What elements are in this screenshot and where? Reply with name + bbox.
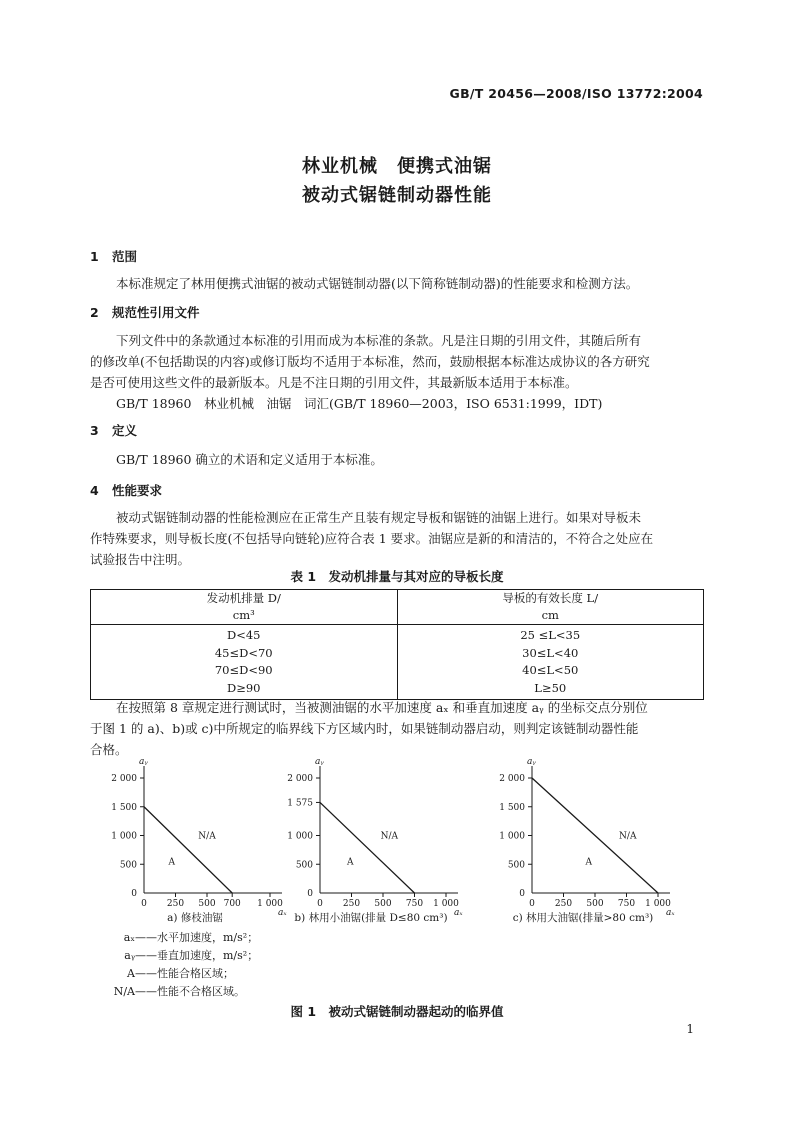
reference-line: GB/T 18960 林业机械 油锯 词汇(GB/T 18960—2003，ISO 6531:1999，IDT) [116,396,603,411]
legend-desc: ——水平加速度，m/s²； [135,931,259,944]
y-axis-label: aᵧ [315,758,324,767]
table-header-cell [397,590,704,625]
legend-item [80,983,258,1001]
x-tick-label: 250 [554,899,573,909]
paragraph-line: 试验报告中注明。 [90,552,191,567]
chart-title: b) 林用小油锯(排量 D≤80 cm³) [294,912,448,924]
legend-item [80,929,258,947]
paragraph-line: 在按照第 8 章规定进行测试时，当被测油锯的水平加速度 aₓ 和垂直加速度 aᵧ 的坐标交点分别位 [116,700,648,715]
cell-value: 70≤D<90 [214,663,273,677]
legend-item [80,965,258,983]
x-tick-label: 1 000 [433,899,459,909]
paragraph-line: 合格。 [90,742,128,757]
y-tick-label: 1 000 [287,831,313,842]
title-line-2: 被动式锯链制动器性能 [302,185,492,206]
section-1-body [90,273,704,294]
paragraph-line: 本标准规定了林用便携式油锯的被动式锯链制动器(以下简称链制动器)的性能要求和检测方法。 [116,276,639,291]
x-tick-label: 500 [586,899,604,909]
y-tick-label: 1 500 [499,802,525,813]
header-text: 导板的有效长度 L/ [502,591,599,605]
section-1-heading [90,247,137,265]
x-tick-label: 250 [342,899,361,909]
y-tick-label: 1 500 [111,802,137,813]
region-label: N/A [619,831,637,842]
y-tick-label: 0 [519,889,525,899]
section-3-heading [90,421,137,439]
chart-b-small-forest-saw [276,758,466,928]
x-tick-label: 750 [405,899,424,909]
critical-line [320,802,415,893]
section-title: 范围 [112,249,138,264]
y-tick-label: 500 [507,860,525,871]
x-tick-label: 0 [141,899,147,909]
x-tick-label: 250 [166,899,185,909]
cell-value: D≥90 [227,680,261,695]
y-axis-label: aᵧ [139,758,148,767]
figure-caption: 图 1 被动式锯链制动器起动的临界值 [290,1004,504,1019]
figure-legend [80,929,258,1001]
chart-a-pruning-saw [100,758,290,928]
header-unit: cm [541,608,559,622]
cell-value: 25 ≤L<35 [520,628,581,642]
chart-title: a) 修枝油锯 [167,912,223,924]
cell-value: D<45 [227,628,261,642]
legend-key: aᵧ [124,949,135,962]
section-2-body [90,330,704,414]
paragraph-line: 于图 1 的 a)、b)或 c)中所规定的临界线下方区域内时，如果链制动器启动，则判定该链制动器性能 [90,721,639,736]
cell-value: 40≤L<50 [522,663,579,677]
chart-title: c) 林用大油锯(排量>80 cm³) [512,912,654,924]
page-number: 1 [686,1022,694,1036]
x-tick-label: 500 [198,899,216,909]
y-tick-label: 1 000 [499,831,525,842]
chart-c-large-forest-saw [488,758,678,928]
table-header-row [91,590,704,625]
paragraph-line: 是否可使用这些文件的最新版本。凡是不注日期的引用文件，其最新版本适用于本标准。 [90,375,578,390]
table-cell [91,625,398,700]
region-label: A [168,857,175,868]
y-tick-label: 2 000 [287,774,313,784]
post-table-body [90,697,704,760]
x-tick-label: 750 [617,899,636,909]
table-cell [397,625,704,700]
x-tick-label: 0 [317,899,323,909]
x-tick-label: 700 [223,899,241,909]
region-label: N/A [380,831,399,842]
table-caption: 表 1 发动机排量与其对应的导板长度 [290,569,504,584]
cell-value: 45≤D<70 [214,645,273,660]
x-tick-label: 500 [374,899,392,909]
standard-code: GB/T 20456—2008/ISO 13772:2004 [449,86,703,101]
cell-value: L≥50 [534,680,567,695]
title-line-1: 林业机械 便携式油锯 [302,156,492,177]
x-axis-label: aₓ [278,908,287,918]
legend-desc: ——垂直加速度，m/s²； [135,949,259,962]
x-tick-label: 1 000 [257,899,283,909]
legend-desc: ——性能不合格区域。 [135,985,245,998]
paragraph-line: 作特殊要求，则导板长度(不包括导向链轮)应符合表 1 要求。油锯应是新的和清洁的，不符合之处应在 [90,531,654,546]
y-tick-label: 500 [295,860,313,871]
x-tick-label: 0 [529,899,535,909]
region-label: A [346,857,354,868]
legend-item [80,947,258,965]
table-header-cell [91,590,398,625]
y-tick-label: 1 000 [111,831,137,842]
y-tick-label: 0 [131,889,137,899]
table-1 [90,589,704,700]
legend-key: A [127,967,135,980]
x-axis-label: aₓ [666,908,675,918]
header-text: 发动机排量 D/ [206,591,281,605]
y-tick-label: 1 575 [287,798,313,809]
paragraph-line: 被动式锯链制动器的性能检测应在正常生产且装有规定导板和锯链的油锯上进行。如果对导板未 [116,510,642,525]
section-title: 性能要求 [112,483,163,498]
critical-line [532,778,658,893]
y-tick-label: 2 000 [499,774,525,784]
header-unit: cm³ [232,608,255,622]
legend-key: aₓ [123,931,135,944]
table-body [91,625,704,700]
section-title: 定义 [112,423,138,438]
section-number: 1 [90,249,99,264]
region-label: N/A [198,831,216,842]
section-2-heading [90,303,200,321]
legend-key: N/A [113,985,135,998]
section-number: 2 [90,305,99,320]
cell-value: 30≤L<40 [522,645,579,660]
y-axis-label: aᵧ [527,758,536,767]
paragraph-line: 下列文件中的条款通过本标准的引用而成为本标准的条款。凡是注日期的引用文件，其随后所有 [116,333,642,348]
section-3-body [90,449,704,470]
legend-desc: ——性能合格区域； [135,967,234,980]
section-number: 4 [90,483,99,498]
x-axis-label: aₓ [454,908,463,918]
x-tick-label: 1 000 [645,899,671,909]
section-number: 3 [90,423,99,438]
critical-line [144,807,232,893]
paragraph-line: 的修改单(不包括勘误的内容)或修订版均不适用于本标准，然而，鼓励根据本标准达成协议的各方研究 [90,354,650,369]
y-tick-label: 0 [307,889,313,899]
section-4-heading [90,481,162,499]
section-title: 规范性引用文件 [112,305,200,320]
y-tick-label: 2 000 [111,774,137,784]
paragraph-line: GB/T 18960 确立的术语和定义适用于本标准。 [116,452,383,467]
region-label: A [585,857,592,868]
section-4-body [90,507,704,570]
y-tick-label: 500 [119,860,137,871]
